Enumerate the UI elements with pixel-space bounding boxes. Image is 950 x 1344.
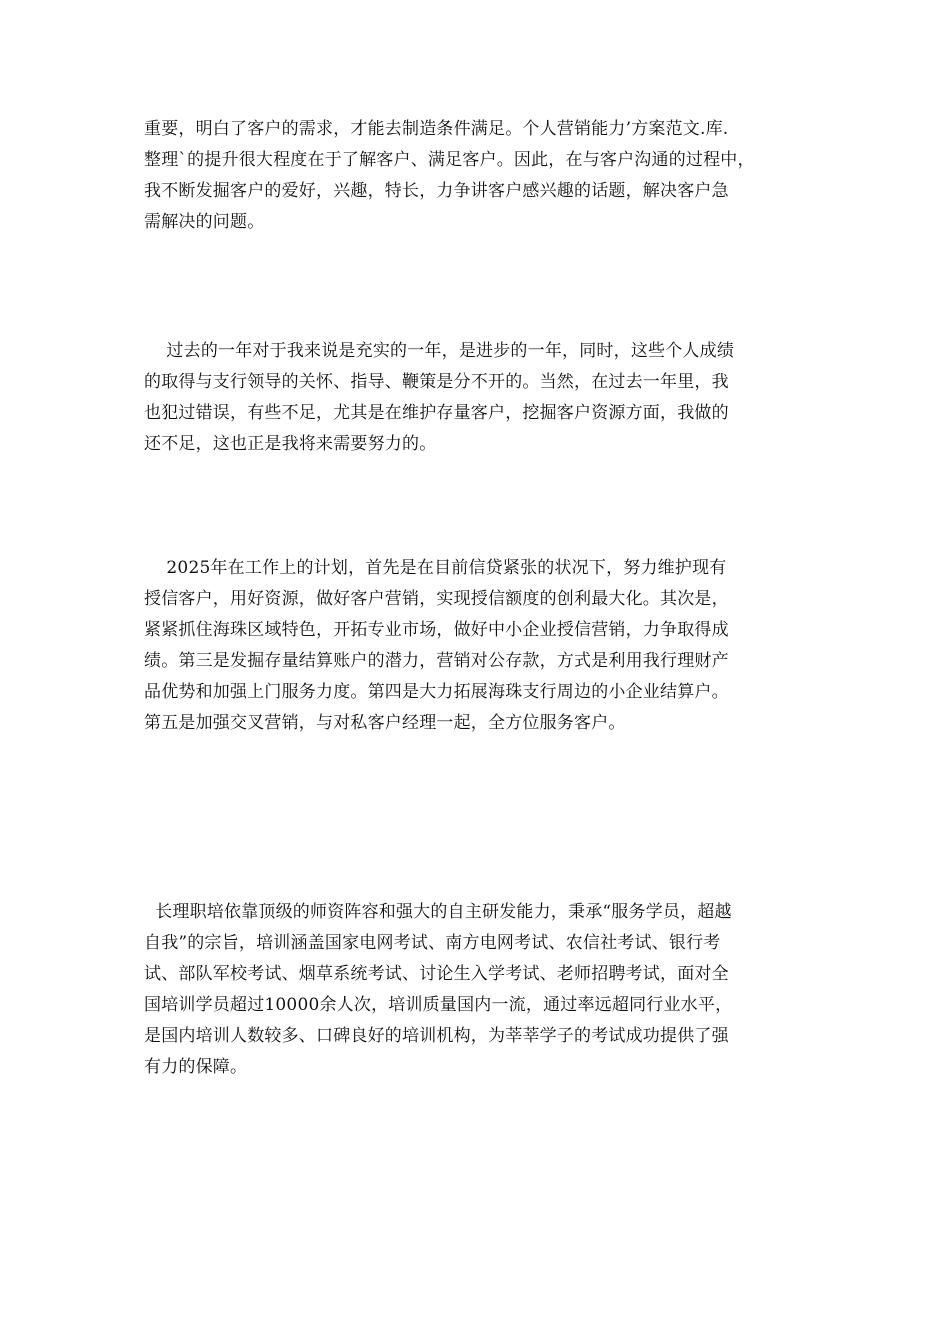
text-line: 的取得与支行领导的关怀、指导、鞭策是分不开的。当然，在过去一年里，我: [144, 372, 729, 392]
text-line: 品优势和加强上门服务力度。第四是大力拓展海珠支行周边的小企业结算户。: [144, 682, 729, 702]
text-line: 国培训学员超过10000余人次，培训质量国内一流，通过率远超同行业水平，: [144, 995, 733, 1015]
text-line: 是国内培训人数较多、口碑良好的培训机构，为莘莘学子的考试成功提供了强: [144, 1026, 729, 1046]
text-line: 2025年在工作上的计划，首先是在目前信贷紧张的状况下，努力维护现有: [144, 558, 727, 578]
text-line: 试、部队军校考试、烟草系统考试、讨论生入学考试、老师招聘考试，面对全: [144, 964, 729, 984]
text-line: 过去的一年对于我来说是充实的一年，是进步的一年，同时，这些个人成绩: [144, 341, 735, 361]
text-line: 也犯过错误，有些不足，尤其是在维护存量客户，挖掘客户资源方面，我做的: [144, 403, 729, 423]
text-line: 绩。第三是发掘存量结算账户的潜力，营销对公存款，方式是利用我行理财产: [144, 651, 729, 671]
paragraph-training-ad: [144, 897, 732, 1083]
paragraph-customer-needs: [144, 114, 755, 238]
text-line: 第五是加强交叉营销，与对私客户经理一起，全方位服务客户。: [144, 713, 626, 733]
text-line: 需解决的问题。: [144, 212, 265, 232]
text-line: 还不足，这也正是我将来需要努力的。: [144, 434, 437, 454]
text-line: 紧紧抓住海珠区域特色，开拓专业市场，做好中小企业授信营销，力争取得成: [144, 620, 729, 640]
paragraph-year-review: [144, 336, 734, 460]
paragraph-work-plan: [144, 553, 729, 739]
text-line: 我不断发掘客户的爱好，兴趣，特长，力争讲客户感兴趣的话题，解决客户急: [144, 181, 729, 201]
text-line: 自我”的宗旨，培训涵盖国家电网考试、南方电网考试、农信社考试、银行考: [144, 933, 721, 953]
text-line: 有力的保障。: [144, 1057, 248, 1077]
text-line: 长理职培依靠顶级的师资阵容和强大的自主研发能力，秉承“服务学员，超越: [144, 902, 732, 922]
text-line: 整理`的提升很大程度在于了解客户、满足客户。因此，在与客户沟通的过程中，: [144, 150, 755, 170]
text-line: 授信客户，用好资源，做好客户营销，实现授信额度的创利最大化。其次是，: [144, 589, 729, 609]
text-line: 重要，明白了客户的需求，才能去制造条件满足。个人营销能力’方案范文.库.: [144, 119, 729, 139]
